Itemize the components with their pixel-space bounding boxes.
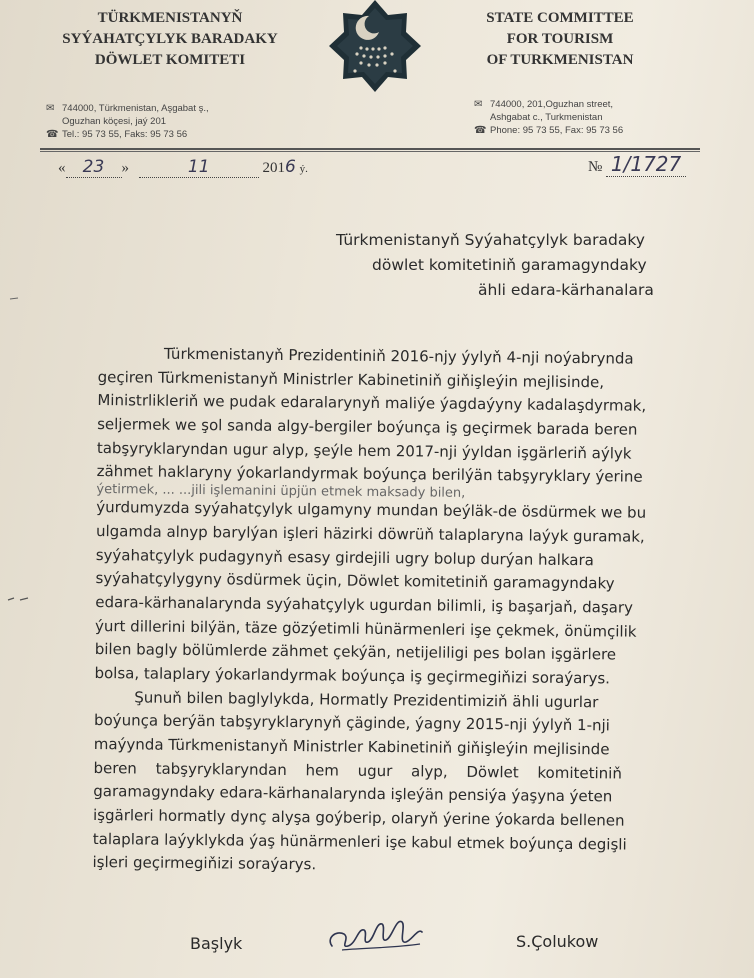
- body-line: ýurdumyzda syýahatçylyk ulgamyny mundan beýläk-de ösdürmek we bu: [96, 498, 647, 522]
- header-right-line: STATE COMMITTEE: [486, 10, 634, 26]
- reference-value: 1/1727: [606, 152, 686, 177]
- header-right-org: [460, 8, 660, 71]
- body-line: boýunça berýän tabşyryklarynyň çäginde, ýagny 2015-nji ýylyň 1-nji: [93, 711, 610, 735]
- body-line: bilen bagly bölümlerde zähmet çekýän, netijeliligi pes bolan işgärlere: [94, 640, 617, 664]
- envelope-icon: ✉: [46, 103, 55, 114]
- addressee-block: [336, 228, 736, 303]
- body-line: tabşyryklaryndan ugur alyp, şeýle hem 2017-nji ýyldan işgärleriň aýlyk: [96, 438, 632, 463]
- date-day: 23: [66, 157, 122, 178]
- body-line: Türkmenistanyň Prezidentiniň 2016-njy ýylyň 4-nji noýabrynda: [163, 344, 634, 368]
- address-line: 744000, Türkmenistan, Aşgabat ş.,: [62, 103, 209, 114]
- date-year-digit: 6: [285, 157, 296, 177]
- body-line: bolsa, talaplary ýokarlandyrmak boýunça iş geçirmegiňizi soraýarys.: [94, 663, 611, 688]
- header-right-line: OF TURKMENISTAN: [486, 52, 634, 68]
- body-line: syýahatçylyk pudagynyň esasy girdejili ugry bolup durýan halkara: [95, 545, 594, 569]
- state-emblem-icon: [305, 0, 445, 100]
- phone-icon: ☎: [474, 125, 487, 136]
- body-line: işgärleri hormatly dynç alyşa goýberip, olaryň ýerine ýokarda bellenen: [92, 806, 625, 830]
- body-line: syýahatçylygyny ösdürmek üçin, Döwlet komitetiniň garamagyndaky: [95, 569, 615, 593]
- body-line: Ministrlikleriň we pudak edaralarynyň maliýe ýagdaýyny kadalaşdyrmak,: [97, 391, 647, 416]
- reference-number: [588, 152, 686, 177]
- signatory-title: Başlyk: [190, 934, 243, 953]
- address-line: Ashgabat c., Turkmenistan: [490, 112, 603, 123]
- date-open-quote: «: [58, 160, 66, 176]
- margin-mark-icon: [8, 294, 24, 304]
- date-month: 11: [139, 157, 259, 178]
- body-line: garamagyndaky edara-kärhanalarynda işleýän pensiýa ýaşyna ýeten: [93, 782, 613, 806]
- header-left-line: SYÝAHATÇYLYK BARADAKY: [62, 31, 278, 47]
- body-line: maýynda Türkmenistanyň Ministrler Kabinetiniň giňişleýin mejlisinde: [93, 734, 610, 759]
- body-line: ulgamda alnyp barylýan işleri häzirki döwrüň talaplaryna laýyk guramak,: [95, 521, 645, 546]
- header-left-line: TÜRKMENISTANYŇ: [97, 10, 243, 26]
- reference-label: №: [588, 159, 603, 175]
- date-year-prefix: 201: [262, 160, 285, 176]
- body-line: talaplara laýyklykda ýaş hünärmenleri işe kabul etmek boýunça degişli: [92, 829, 627, 854]
- body-line: seljermek we şol sanda algy-bergiler boýunça iş geçirmek barada beren: [97, 415, 638, 439]
- header-right-line: FOR TOURISM: [506, 31, 614, 47]
- addressee-line: ähli edara-kärhanalara: [478, 281, 654, 299]
- header-left-line: DÖWLET KOMITETI: [94, 52, 246, 68]
- date-year-suffix: ý.: [299, 163, 308, 175]
- envelope-icon: ✉: [474, 99, 483, 110]
- date-line: [58, 157, 308, 178]
- body-line: beren tabşyryklaryndan hem ugur alyp, Döwlet komitetiniň: [93, 758, 622, 783]
- date-close-quote: »: [121, 160, 129, 176]
- body-line: işleri geçirmegiňizi soraýarys.: [92, 853, 317, 874]
- phone-icon: ☎: [46, 129, 59, 140]
- body-line: Şunuň bilen baglylykda, Hormatly Prezidentimiziň ähli ugurlar: [134, 688, 599, 711]
- body-line: geçiren Türkmenistanyň Ministrler Kabinetiniň giňişleýin mejlisinde,: [97, 367, 605, 391]
- header-divider: [40, 148, 700, 150]
- body-line: zähmet haklaryny ýokarlandyrmak boýunça berilýän tabşyryklary ýerine: [96, 462, 643, 487]
- header-left-address: [46, 102, 209, 141]
- margin-mark-icon: [6, 590, 36, 610]
- letter-body: [92, 342, 708, 881]
- addressee-line: Türkmenistanyň Syýahatçylyk baradaky: [336, 231, 645, 249]
- address-line: Oguzhan köçesi, jaý 201: [62, 116, 167, 127]
- address-line: 744000, 201,Oguzhan street,: [490, 99, 614, 110]
- address-line: Phone: 95 73 55, Fax: 95 73 56: [490, 125, 624, 136]
- handwritten-signature: [322, 908, 432, 964]
- body-line: edara-kärhanalarynda syýahatçylyk ugurdan bilimli, iş başarjaň, daşary: [95, 592, 634, 617]
- body-line: ýetirmek, ... ...jili işlemanini üpjün etmek maksady bilen,: [96, 482, 466, 501]
- signatory-name: S.Çolukow: [516, 932, 599, 951]
- header-left-org: [40, 8, 300, 71]
- body-line: ýurt dillerini bilýän, täze gözýetimli hünärmenleri işe çekmek, önümçilik: [94, 616, 637, 641]
- address-line: Tel.: 95 73 55, Faks: 95 73 56: [62, 129, 188, 140]
- addressee-line: döwlet komitetiniň garamagyndaky: [372, 256, 647, 274]
- header-right-address: [474, 98, 623, 137]
